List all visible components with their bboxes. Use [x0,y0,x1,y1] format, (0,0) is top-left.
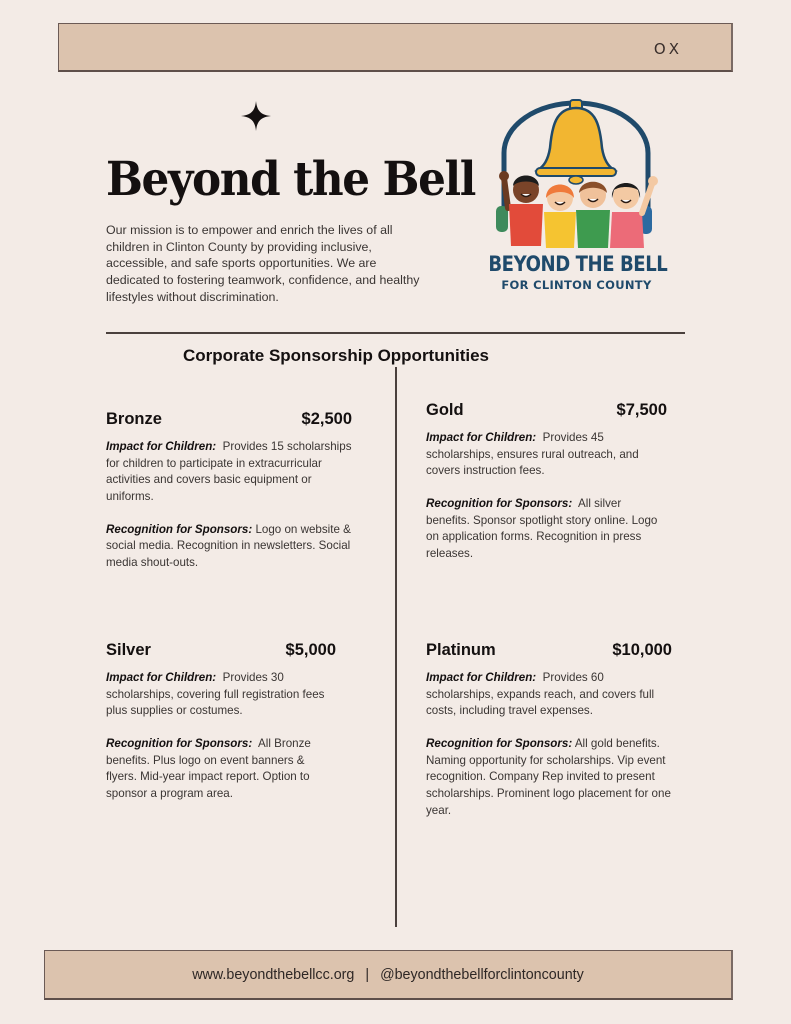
recognition-label: Recognition for Sponsors: [426,497,573,511]
tier-name: Bronze [106,410,162,428]
page-title: Beyond the Bell [106,152,475,207]
section-title: Corporate Sponsorship Opportunities [183,346,490,365]
footer-bar [44,950,733,1000]
tier-price: $2,500 [301,410,352,428]
recognition-label: Recognition for Sponsors: [106,522,253,536]
footer-separator: | [365,966,370,983]
impact-text: Provides 15 scholarships for children to participate in extracurricular activities and covers basic equipment or uniforms. [106,440,352,503]
horizontal-divider [106,332,685,334]
impact-text: Provides 45 scholarships, ensures rural outreach, and covers instruction fees. [426,431,639,478]
impact-label: Impact for Children: [106,671,217,684]
tier-price: $5,000 [285,641,336,659]
impact-label: Impact for Children: [426,671,537,684]
mission-statement: Our mission is to empower and enrich the lives of all children in Clinton County by providing inclusive, accessible, and safe sports opportunities. We are dedicated to fostering teamwork, confidence, and healthy lifestyles without discrimination. [106,223,420,304]
tier-bronze [106,410,352,572]
logo-subtitle: FOR CLINTON COUNTY [501,278,652,292]
recognition-label: Recognition for Sponsors: [106,737,253,751]
organization-logo [474,98,679,298]
tier-silver [106,641,336,803]
logo-title: BEYOND THE BELL [488,252,668,276]
website-link[interactable]: www.beyondthebellcc.org [192,966,355,983]
social-handle[interactable]: @beyondthebellforclintoncounty [380,966,584,983]
impact-text: Provides 60 scholarships, expands reach, and covers full costs, including travel expenses. [426,671,655,718]
recognition-text: All Bronze benefits. Plus logo on event banners & flyers. Mid-year impact report. Option to sponsor a program area. [106,737,311,801]
impact-text: Provides 30 scholarships, covering full registration fees plus supplies or costumes. [106,671,325,718]
tier-platinum [426,641,672,819]
recognition-text: All silver benefits. Sponsor spotlight story online. Logo on application forms. Recognition in press releases. [426,497,658,561]
four-point-star-icon [241,101,271,131]
vertical-divider [395,367,397,927]
tier-name: Platinum [426,641,496,659]
recognition-label: Recognition for Sponsors: [426,737,573,751]
recognition-text: All gold benefits. Naming opportunity for scholarships. Vip event recognition. Company Rep invited to present scholarships. Prominent logo placement for one year. [426,737,671,817]
recognition-text: Logo on website & social media. Recognition in newsletters. Social media shout-outs. [106,522,351,570]
tier-price: $10,000 [612,641,672,659]
tier-name: Gold [426,401,464,419]
top-bar [58,23,733,72]
tier-gold [426,401,667,563]
bell-kids-illustration [474,98,679,253]
minimize-icon[interactable]: O [653,40,669,58]
close-icon[interactable]: X [668,40,683,58]
tier-price: $7,500 [616,401,667,419]
window-controls [654,40,683,58]
impact-label: Impact for Children: [426,431,537,444]
impact-label: Impact for Children: [106,440,217,453]
tier-name: Silver [106,641,151,659]
